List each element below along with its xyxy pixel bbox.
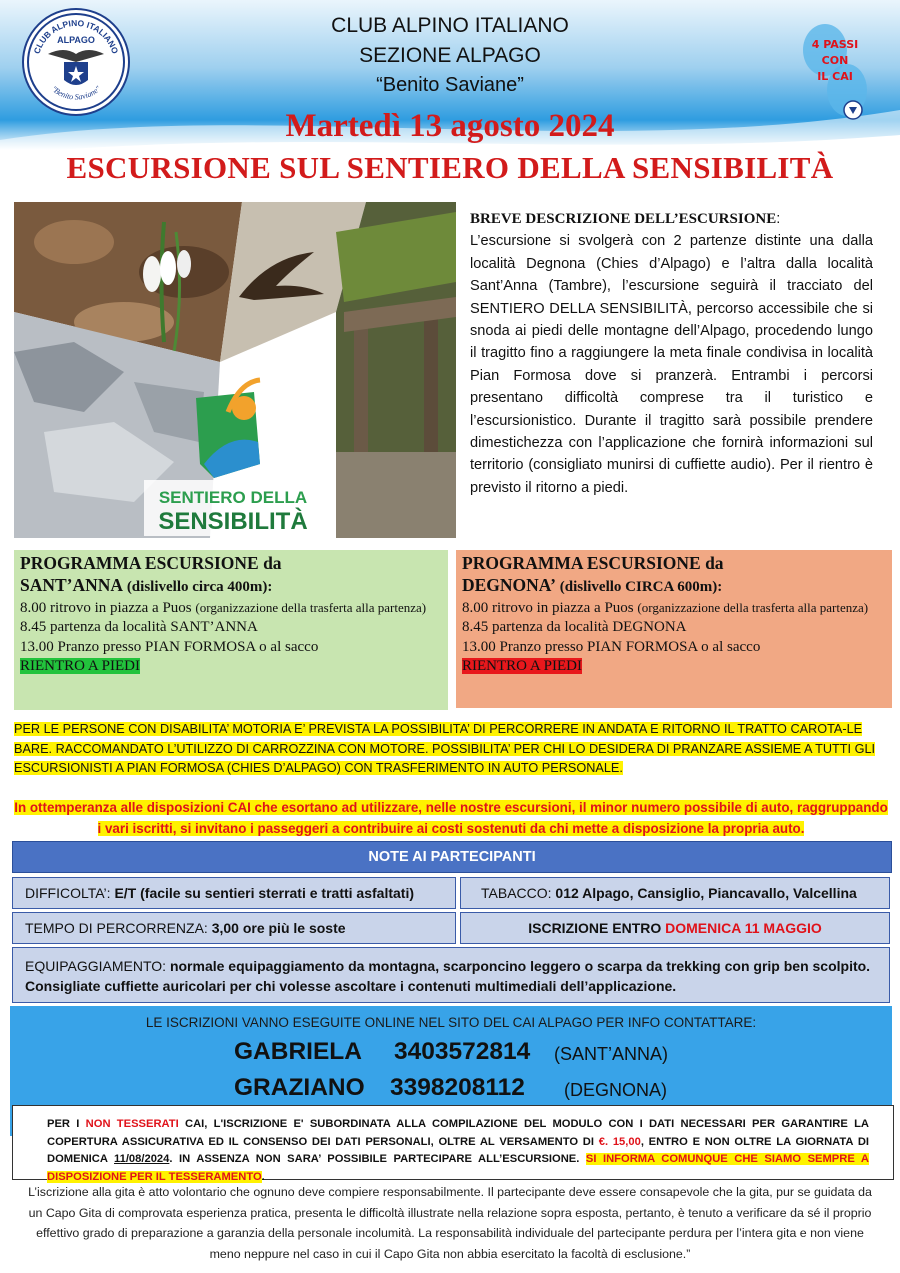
contact2-phone[interactable]: 3398208112 — [390, 1074, 525, 1101]
description-block — [470, 208, 873, 499]
program-degnona-item1: 8.00 ritrovo in piazza a Puos — [462, 599, 634, 616]
liability-footer: L’iscrizione alla gita è atto volontario che ognuno deve compiere responsabilmente. Il partecipante deve essere consapevole che la gita, pur se guidata da un Capo Gita di comprovata esperienza pratica, presenta le difficoltà illustrate nella relazione sopra esposta, pertanto, è tenuto a verificare da sé il proprio effettivo grado di preparazione a garanzia della personale incolumità. La responsabilità individuale del partecipante perdura per l’intera gita e non viene meno neppure nel caso in cui il Capo Gita non abbia esercitato la facoltà di esclusione.” — [28, 1185, 872, 1261]
program-degnona-title: PROGRAMMA ESCURSIONE da — [462, 553, 724, 573]
disability-note-text: PER LE PERSONE CON DISABILITA’ MOTORIA E’ PREVISTA LA POSSIBILITA’ DI PERCORRERE IN ANDATA E RITORNO IL TRATTO CAROTA-LE BARE. RACCOMANDATO L’UTILIZZO DI CARROZZINA CON MOTORE. POSSIBILITA’ PER CHI LO DESIDERA DI PRANZARE ASSIEME A TUTTI GLI ESCURSIONISTI A PIAN FORMOSA (CHIES D’ALPAGO) CON TRASFERIMENTO IN AUTO PERSONALE. — [14, 722, 876, 775]
program-santanna-item2: 8.45 partenza da località SANT’ANNA — [20, 619, 258, 635]
time-box — [12, 912, 456, 944]
tess-non-tesserati: NON TESSERATI — [85, 1118, 179, 1130]
tabacco-box — [460, 877, 890, 909]
difficulty-box — [12, 877, 456, 909]
section-name: SEZIONE ALPAGO — [359, 44, 541, 67]
description-heading-suffix: : — [776, 211, 781, 227]
program-santanna-title: PROGRAMMA ESCURSIONE da — [20, 553, 282, 573]
program-degnona-item4: RIENTRO A PIEDI — [462, 658, 582, 674]
iscrizione-value: DOMENICA 11 MAGGIO — [665, 920, 822, 936]
non-tesserati-notice — [12, 1105, 894, 1183]
description-body: L’escursione si svolgerà con 2 partenze distinte una dalla località Degnona (Chies d’Alpago) e l’altra dalla località Sant’Anna (Tambre), l’escursione seguirà il tracciato del SENTIERO DELLA SENSIBILITÀ, percorso accessibile che si snoda ai piedi delle montagne dell’Alpago, procedendo lungo il tragitto fino a raggiungere la meta finale condivisa in località Pian Formosa dove si pranzerà. Entrambi i percorsi presentano difficoltà comprese tra il turistico e l’escursionistico. Durante il tragitto sarà possibile prendere dimestichezza con l’applicazione che fornirà informazioni sul territorio (consigliato munirsi di cuffiette audio). Per il rientro è previsto il ritorno a piedi. — [470, 233, 873, 496]
equipment-box — [12, 947, 890, 1003]
program-santanna-item4: RIENTRO A PIEDI — [20, 658, 140, 674]
notes-title: NOTE AI PARTECIPANTI — [12, 841, 892, 873]
equipment-label: EQUIPAGGIAMENTO: — [25, 958, 167, 974]
registration-line: LE ISCRIZIONI VANNO ESEGUITE ONLINE NEL SITO DEL CAI ALPAGO PER INFO CONTATTARE: — [145, 1015, 757, 1030]
program-santanna — [14, 550, 448, 710]
tess-p2: CAI, L'ISCRIZIONE E' SUBORDINATA ALLA COMPILAZIONE DEL MODULO CON I DATI NECESSARI PER GARANTIRE LA COPERTURA ASSICURATIVA ED IL CONSENSO DEI DATI PERSONALI, OLTRE AL VERSAMENTO DI — [47, 1118, 869, 1148]
contact2-name: GRAZIANO — [234, 1074, 365, 1101]
program-degnona-item3: 13.00 Pranzo presso PIAN FORMOSA o al sacco — [462, 638, 761, 655]
program-santanna-item1: 8.00 ritrovo in piazza a Puos — [20, 599, 192, 616]
description-heading: BREVE DESCRIZIONE DELL’ESCURSIONE — [470, 211, 777, 227]
event-date: Martedì 13 agosto 2024 — [285, 108, 615, 144]
logo-bottom-text: "Benito Saviane" — [49, 84, 103, 102]
iscrizione-label: ISCRIZIONE ENTRO — [528, 920, 662, 936]
equipment-value: normale equipaggiamento da montagna, scarponcino leggero o scarpa da trekking con grip ben scolpito. Consigliate cuffiette auricolari per chi volesse ascoltare i contenuti multimediali dell’applicazione. — [25, 958, 871, 994]
time-label: TEMPO DI PERCORRENZA: — [25, 920, 208, 936]
iscrizione-box — [460, 912, 890, 944]
logo-top-text: CLUB ALPINO ITALIANO — [31, 17, 121, 56]
program-santanna-item3: 13.00 Pranzo presso PIAN FORMOSA o al sacco — [20, 638, 319, 655]
contact1-place: (SANT’ANNA) — [554, 1044, 669, 1064]
tabacco-value: 012 Alpago, Cansiglio, Piancavallo, Valcellina — [555, 885, 857, 901]
photo-collage — [14, 202, 456, 538]
sentiero-logo-line1: SENTIERO DELLA — [158, 488, 308, 507]
tess-end: . — [261, 1170, 265, 1183]
program-santanna-place: SANT’ANNA — [20, 575, 124, 595]
passi-line2: CON — [821, 54, 849, 67]
program-santanna-item1-note: (organizzazione della trasferta alla partenza) — [195, 599, 427, 615]
program-degnona-item1-note: (organizzazione della trasferta alla partenza) — [637, 599, 869, 615]
time-value: 3,00 ore più le soste — [211, 920, 346, 936]
contact1-phone[interactable]: 3403572814 — [394, 1038, 531, 1065]
cai-carpool-note — [14, 797, 888, 839]
cai-alpago-logo — [22, 8, 130, 116]
contact1-name: GABRIELA — [234, 1038, 362, 1065]
tess-p3: , ENTRO E NON OLTRE LA GIORNATA DI DOMENICA — [47, 1135, 870, 1165]
tess-amount: €. 15,00 — [598, 1135, 641, 1148]
tess-p1: PER I — [47, 1118, 86, 1130]
svg-text:"Benito Saviane" — [50, 84, 103, 102]
org-name: CLUB ALPINO ITALIANO — [331, 14, 569, 37]
passi-line3: IL CAI — [817, 70, 853, 83]
cai-carpool-note-text: In ottemperanza alle disposizioni CAI che esortano ad utilizzare, nelle nostre escursioni, il minor numero possibile di auto, raggruppando i vari iscritti, si invitano i passeggeri a contribuire ai costi sostenuti da chi mette a disposizione la propria auto. — [14, 800, 888, 836]
cai-emblem-icon — [24, 10, 128, 114]
sentiero-logo-line2: SENSIBILITÀ — [158, 508, 308, 535]
disability-note — [14, 720, 888, 779]
program-degnona-dislivello: (dislivello CIRCA 600m): — [559, 579, 723, 595]
event-title: ESCURSIONE SUL SENTIERO DELLA SENSIBILITÀ — [66, 150, 834, 185]
tabacco-label: TABACCO: — [481, 885, 552, 901]
difficulty-label: DIFFICOLTA’: — [25, 885, 111, 901]
section-dedication: “Benito Saviane” — [376, 74, 524, 96]
difficulty-value: E/T (facile su sentieri sterrati e tratti asfaltati) — [114, 885, 414, 901]
contact2-place: (DEGNONA) — [564, 1080, 667, 1100]
program-degnona-place: DEGNONA’ — [462, 575, 556, 595]
program-santanna-dislivello: (dislivello circa 400m): — [126, 579, 273, 595]
program-degnona — [456, 550, 892, 708]
passi-line1: 4 PASSI — [811, 38, 859, 51]
logo-middle-text: ALPAGO — [57, 35, 95, 45]
tess-highlight: SI INFORMA COMUNQUE CHE SIAMO SEMPRE A DISPOSIZIONE PER IL TESSERAMENTO — [47, 1153, 869, 1183]
program-degnona-item2: 8.45 partenza da località DEGNONA — [462, 619, 687, 635]
tess-deadline: 11/08/2024 — [114, 1153, 170, 1165]
tess-p4: . IN ASSENZA NON SARA’ POSSIBILE PARTECIPARE ALL’ESCURSIONE. — [169, 1153, 586, 1165]
quattro-passi-logo — [795, 20, 875, 125]
